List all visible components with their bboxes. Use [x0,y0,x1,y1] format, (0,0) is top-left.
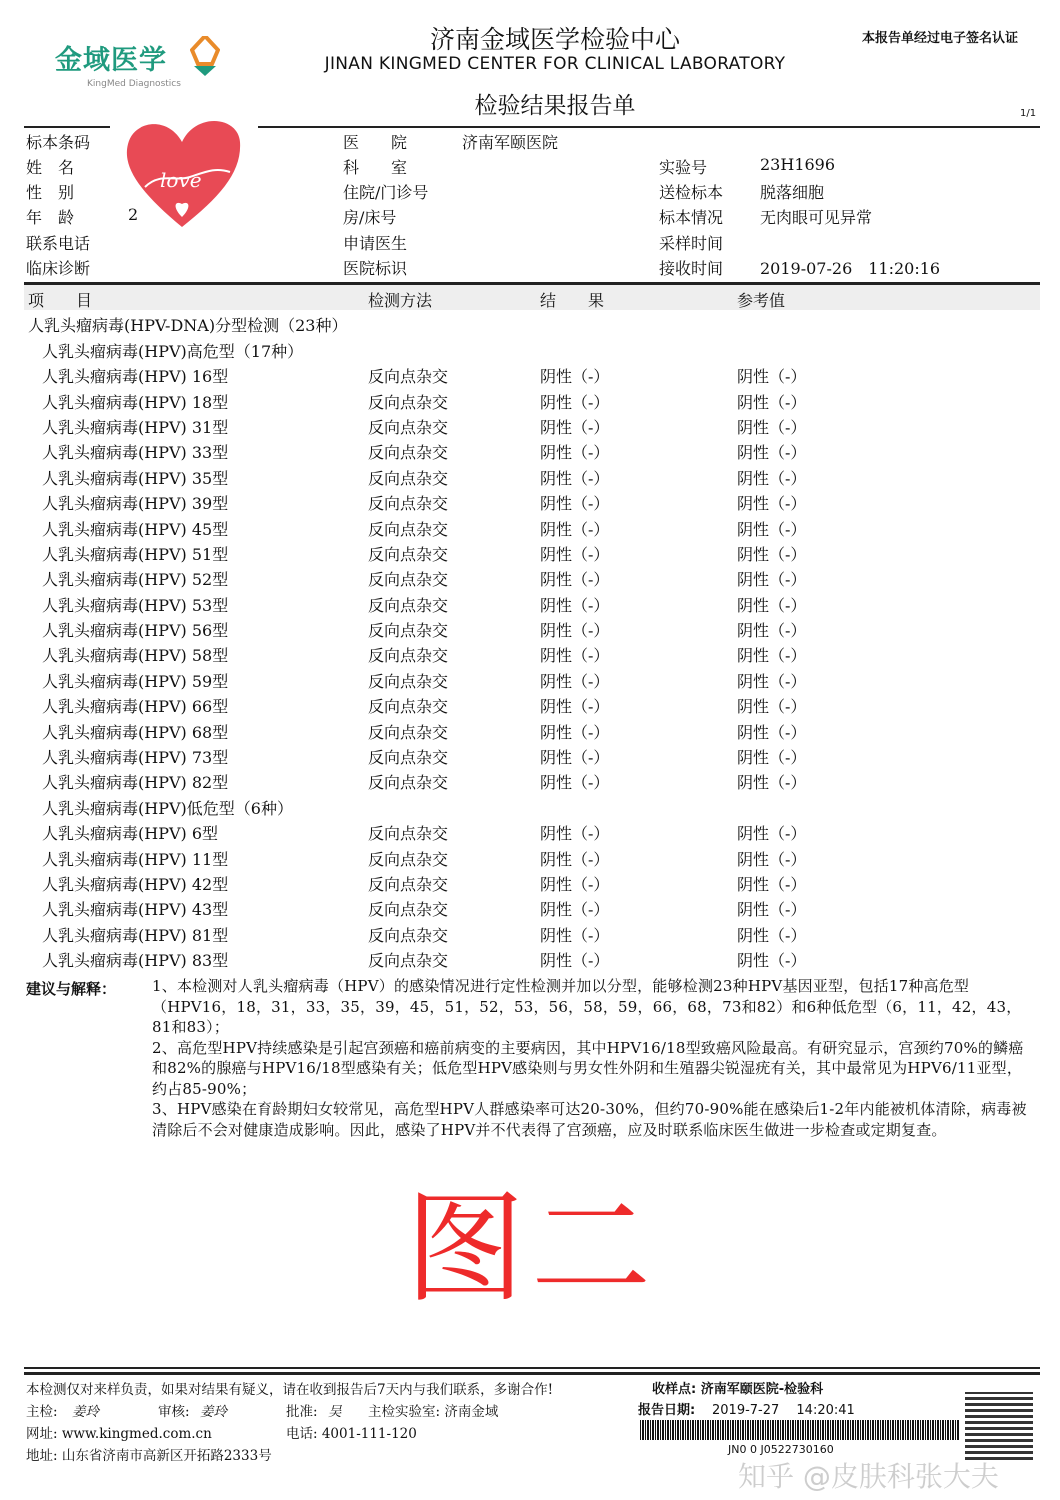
method: 反向点杂交 [368,443,449,463]
reference: 阴性（-） [737,671,807,691]
qr-code [965,1392,1033,1460]
note-item: 2、高危型HPV持续感染是引起宫颈癌和癌前病变的主要病因，其中HPV16/18型致癌风险最高。有研究显示，宫颈约70%的鳞癌和82%的腺癌与HPV16/18型感染有关；低危型HPV感染则与男女性外阴和生殖器尖锐湿疣有关，其中最常见为HPV6/11亚型，约占85-90%； [152,1038,1024,1098]
patient-field-value: 2 [128,205,139,224]
table-row [24,488,1040,513]
table-row [24,691,1040,716]
note-item: 3、HPV感染在育龄期妇女较常见，高危型HPV人群感染率可达20-30%，但约70-90%能在感染后1-2年内能被机体清除，病毒被清除后不会对健康造成影响。因此，感染了HPV并不代表得了宫颈癌，应及时联系临床医生做进一步检查或定期复查。 [152,1100,1027,1139]
table-row [24,894,1040,919]
item-name: 人乳头瘤病毒(HPV) 43型 [42,900,229,920]
section-row [24,310,1040,335]
table-row [24,717,1040,742]
hospital-field-label: 申请医生 [343,234,408,253]
method: 反向点杂交 [368,773,449,793]
patient-field-label: 标本条码 [26,133,91,152]
method: 反向点杂交 [368,748,449,768]
lab-field-label: 送检标本 [659,183,724,202]
table-row [24,387,1040,412]
patient-field-label: 性 别 [26,183,75,202]
result: 阴性（-） [540,849,610,869]
method: 反向点杂交 [368,621,449,641]
table-row [24,666,1040,691]
table-row [24,437,1040,462]
result: 阴性（-） [540,748,610,768]
method: 反向点杂交 [368,697,449,717]
result: 阴性（-） [540,570,610,590]
reference: 阴性（-） [737,773,807,793]
result: 阴性（-） [540,443,610,463]
sticker-text: love [160,168,202,192]
table-row [24,869,1040,894]
lab-field-value: 2019-07-26 11:20:16 [760,259,941,278]
checker-label: 主检: [26,1404,58,1420]
method: 反向点杂交 [368,646,449,666]
reference: 阴性（-） [737,392,807,412]
table-row [24,767,1040,792]
reference: 阴性（-） [737,646,807,666]
table-row [24,412,1040,437]
method: 反向点杂交 [368,874,449,894]
lab-field-label: 标本情况 [659,208,724,227]
table-row [24,742,1040,767]
method: 反向点杂交 [368,849,449,869]
barcode-text: JN0 0 J0522730160 [728,1443,834,1456]
table-row [24,920,1040,945]
result: 阴性（-） [540,722,610,742]
result: 阴性（-） [540,646,610,666]
reference: 阴性（-） [737,697,807,717]
approver-label: 批准: [286,1404,318,1420]
item-name: 人乳头瘤病毒(HPV) 68型 [42,722,229,742]
item-name: 人乳头瘤病毒(HPV) 35型 [42,468,229,488]
checker-signature: 姜玲 [72,1404,99,1420]
item-name: 人乳头瘤病毒(HPV) 33型 [42,443,229,463]
divider [24,1367,1040,1369]
main-lab: 主检实验室: 济南金域 [368,1404,499,1420]
item-name: 人乳头瘤病毒(HPV) 31型 [42,417,229,437]
report-title: 检验结果报告单 [474,93,636,119]
divider [24,126,110,128]
divider [258,126,1040,128]
patient-field-label: 临床诊断 [26,259,91,278]
collection-point: 收样点: 济南军颐医院-检验科 [652,1382,824,1397]
lab-name-english: JINAN KINGMED CENTER FOR CLINICAL LABORATORY [324,54,786,74]
lab-field-value: 脱落细胞 [760,183,825,202]
group-row [24,793,1040,818]
method: 反向点杂交 [368,392,449,412]
reference: 阴性（-） [737,367,807,387]
result: 阴性（-） [540,392,610,412]
result: 阴性（-） [540,417,610,437]
reference: 阴性（-） [737,874,807,894]
note-item: 1、本检测对人乳头瘤病毒（HPV）的感染情况进行定性检测并加以分型，能够检测23种HPV基因亚型，包括17种高危型（HPV16，18，31，33，35，39，45，51，52，53，56，58，59，66，68，73和82）和6种低危型（6，11，42，43，81和83）； [152,977,1022,1036]
table-row [24,463,1040,488]
figure-label-stamp: 图二 [405,1180,657,1319]
item-name: 人乳头瘤病毒(HPV) 83型 [42,951,229,971]
item-name: 人乳头瘤病毒(HPV) 53型 [42,595,229,615]
table-row [24,615,1040,640]
method: 反向点杂交 [368,951,449,971]
watermark: 知乎 @皮肤科张大夫 [738,1460,999,1493]
item-name: 人乳头瘤病毒(HPV) 56型 [42,621,229,641]
disclaimer: 本检测仅对来样负责，如果对结果有疑义，请在收到报告后7天内与我们联系，多谢合作! [26,1382,554,1398]
item-name: 人乳头瘤病毒(HPV) 39型 [42,494,229,514]
reference: 阴性（-） [737,544,807,564]
method: 反向点杂交 [368,925,449,945]
website: 网址: www.kingmed.com.cn [26,1426,212,1442]
header-reference: 参考值 [737,291,786,310]
method: 反向点杂交 [368,824,449,844]
result: 阴性（-） [540,951,610,971]
item-name: 人乳头瘤病毒(HPV) 51型 [42,544,229,564]
reference: 阴性（-） [737,748,807,768]
reference: 阴性（-） [737,595,807,615]
item-name: 人乳头瘤病毒(HPV) 81型 [42,925,229,945]
item-name: 人乳头瘤病毒(HPV) 59型 [42,671,229,691]
method: 反向点杂交 [368,900,449,920]
result: 阴性（-） [540,519,610,539]
item-name: 人乳头瘤病毒(HPV) 18型 [42,392,229,412]
page-number: 1/1 [1020,108,1037,119]
method: 反向点杂交 [368,367,449,387]
result: 阴性（-） [540,874,610,894]
table-header [24,285,1040,310]
lab-field-label: 接收时间 [659,259,724,278]
item-name: 人乳头瘤病毒(HPV) 45型 [42,519,229,539]
table-row [24,818,1040,843]
phone: 电话: 4001-111-120 [286,1426,417,1442]
result: 阴性（-） [540,900,610,920]
lab-field-value: 23H1696 [760,155,836,174]
logo-text: 金域医学 [55,45,167,76]
hospital-field-label: 医院标识 [343,259,408,278]
method: 反向点杂交 [368,468,449,488]
result: 阴性（-） [540,494,610,514]
table-row [24,640,1040,665]
heart-sticker-icon [120,112,245,232]
item-name: 人乳头瘤病毒(HPV) 6型 [42,824,219,844]
section-title: 人乳头瘤病毒(HPV-DNA)分型检测（23种） [28,316,348,336]
reference: 阴性（-） [737,621,807,641]
item-name: 人乳头瘤病毒(HPV) 58型 [42,646,229,666]
table-row [24,844,1040,869]
barcode [640,1420,960,1440]
group-row [24,336,1040,361]
group-title: 人乳头瘤病毒(HPV)低危型（6种） [42,798,293,818]
reference: 阴性（-） [737,519,807,539]
header-result: 结 果 [540,291,605,310]
table-row [24,564,1040,589]
approver-signature: 吴 [328,1404,342,1420]
item-name: 人乳头瘤病毒(HPV) 73型 [42,748,229,768]
address: 地址: 山东省济南市高新区开拓路2333号 [26,1448,272,1464]
result: 阴性（-） [540,773,610,793]
method: 反向点杂交 [368,570,449,590]
result: 阴性（-） [540,468,610,488]
result: 阴性（-） [540,671,610,691]
method: 反向点杂交 [368,544,449,564]
reference: 阴性（-） [737,722,807,742]
report-date-label: 报告日期: [638,1403,696,1418]
reference: 阴性（-） [737,951,807,971]
table-row [24,539,1040,564]
reference: 阴性（-） [737,570,807,590]
method: 反向点杂交 [368,519,449,539]
reference: 阴性（-） [737,494,807,514]
report-date: 2019-7-27 14:20:41 [712,1403,855,1418]
method: 反向点杂交 [368,671,449,691]
reviewer-signature: 姜玲 [200,1404,227,1420]
reference: 阴性（-） [737,417,807,437]
item-name: 人乳头瘤病毒(HPV) 11型 [42,849,229,869]
hospital-field-label: 住院/门诊号 [343,183,429,202]
patient-field-label: 姓 名 [26,158,75,177]
method: 反向点杂交 [368,417,449,437]
item-name: 人乳头瘤病毒(HPV) 16型 [42,367,229,387]
notes-text [152,976,1037,1140]
lab-field-label: 采样时间 [659,234,724,253]
reference: 阴性（-） [737,925,807,945]
reference: 阴性（-） [737,443,807,463]
method: 反向点杂交 [368,494,449,514]
result: 阴性（-） [540,621,610,641]
hospital-field-value: 济南军颐医院 [462,133,559,152]
result: 阴性（-） [540,595,610,615]
lab-field-label: 实验号 [659,158,708,177]
header-method: 检测方法 [368,291,433,310]
table-row [24,945,1040,970]
table-row [24,590,1040,615]
result: 阴性（-） [540,824,610,844]
reference: 阴性（-） [737,824,807,844]
result: 阴性（-） [540,544,610,564]
hospital-field-label: 科 室 [343,158,408,177]
header-item: 项 目 [28,291,93,310]
reviewer-label: 审核: [158,1404,190,1420]
result: 阴性（-） [540,925,610,945]
lab-field-value: 无肉眼可见异常 [760,208,873,227]
result: 阴性（-） [540,697,610,717]
divider [24,1372,1040,1375]
table-row [24,361,1040,386]
results-table [24,282,1040,971]
patient-field-label: 年 龄 [26,208,75,227]
item-name: 人乳头瘤病毒(HPV) 82型 [42,773,229,793]
method: 反向点杂交 [368,722,449,742]
reference: 阴性（-） [737,468,807,488]
result: 阴性（-） [540,367,610,387]
patient-field-label: 联系电话 [26,234,91,253]
group-title: 人乳头瘤病毒(HPV)高危型（17种） [42,341,304,361]
lab-name: 济南金域医学检验中心 [429,25,680,54]
item-name: 人乳头瘤病毒(HPV) 42型 [42,874,229,894]
method: 反向点杂交 [368,595,449,615]
notes-label: 建议与解释： [26,980,117,998]
item-name: 人乳头瘤病毒(HPV) 66型 [42,697,229,717]
reference: 阴性（-） [737,900,807,920]
hospital-field-label: 房/床号 [343,208,397,227]
esign-note: 本报告单经过电子签名认证 [862,31,1019,46]
hospital-field-label: 医 院 [343,133,408,152]
logo-subtext: KingMed Diagnostics [87,79,181,89]
reference: 阴性（-） [737,849,807,869]
table-row [24,514,1040,539]
item-name: 人乳头瘤病毒(HPV) 52型 [42,570,229,590]
